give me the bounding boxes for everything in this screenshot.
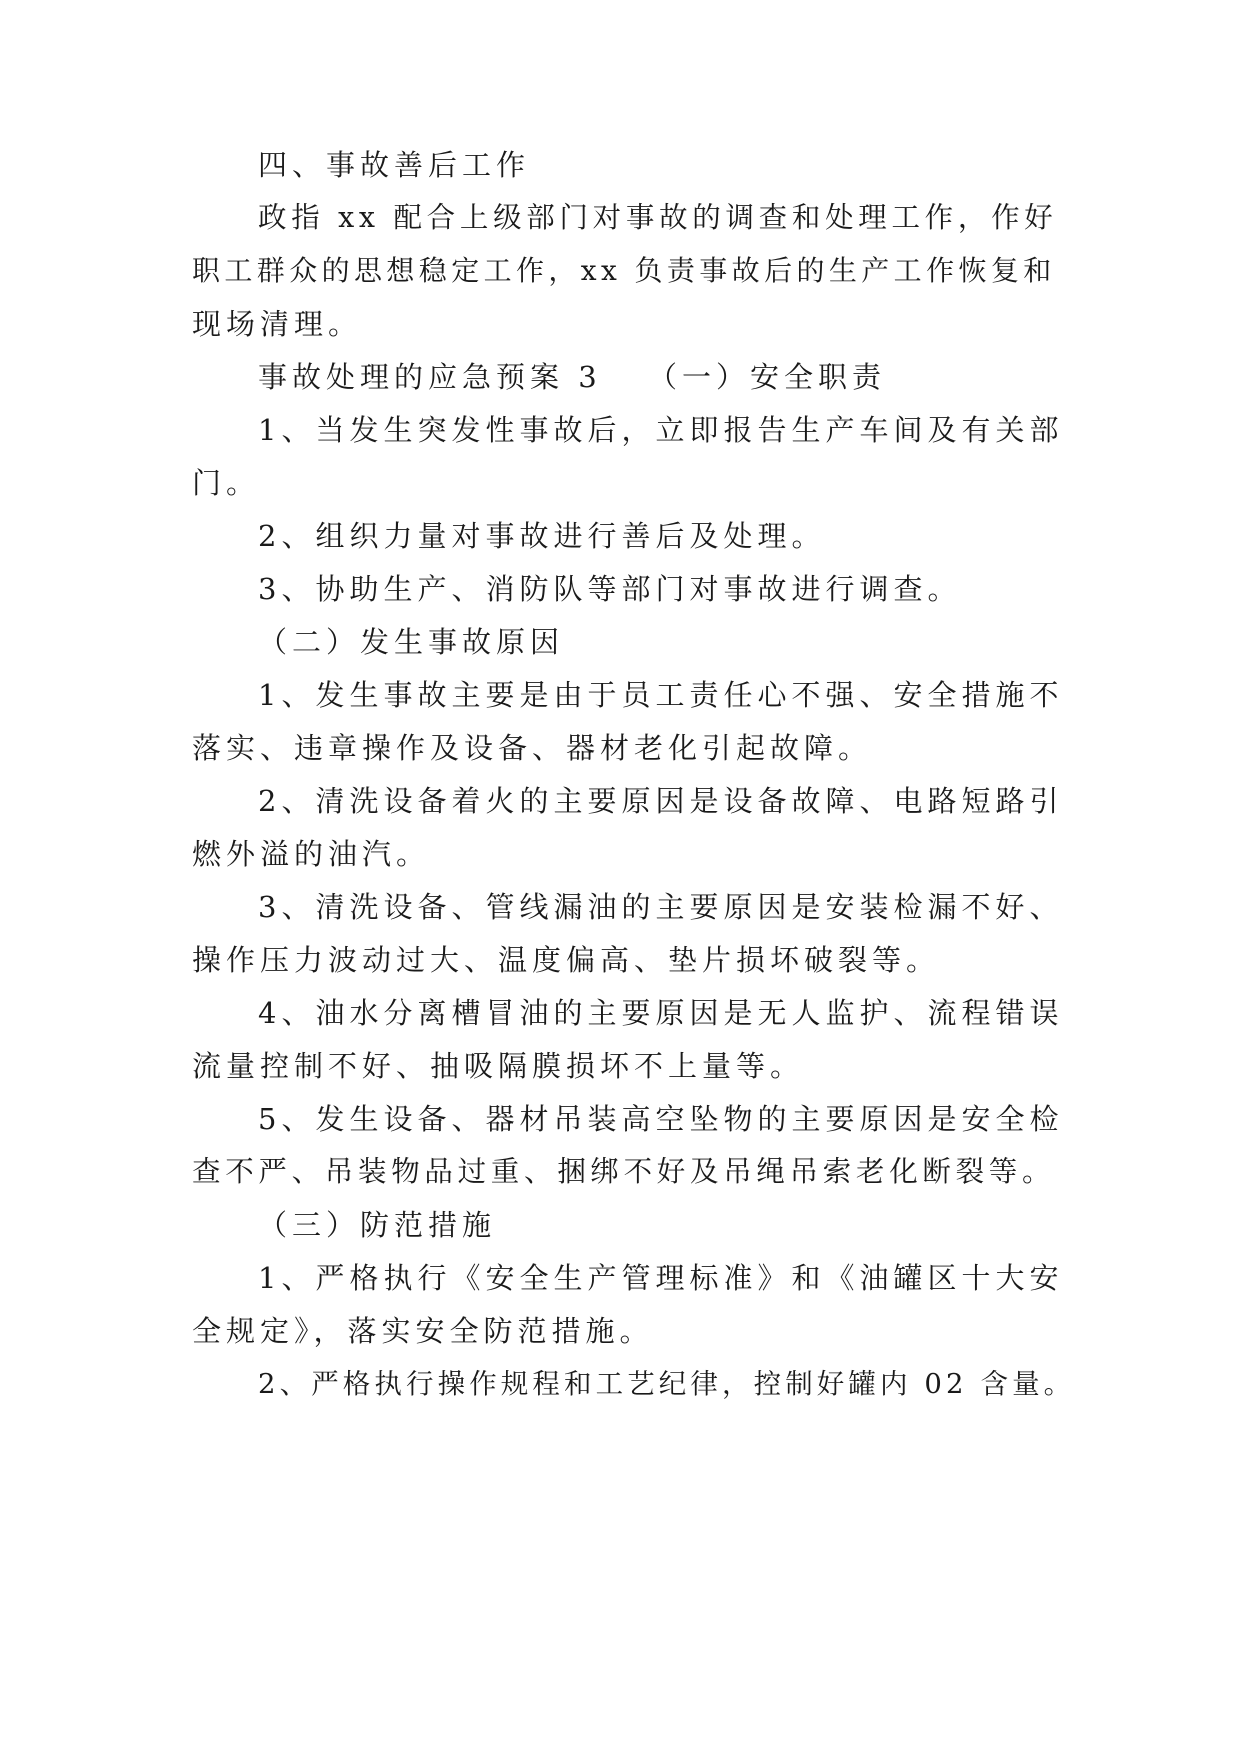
paragraph-line: 查不严、吊装物品过重、捆绑不好及吊绳吊索老化断裂等。 <box>192 1155 1056 1188</box>
paragraph-line: 操作压力波动过大、温度偏高、垫片损坏破裂等。 <box>192 943 941 977</box>
paragraph-line: 2、严格执行操作规程和工艺纪律，控制好罐内 02 含量。 <box>258 1368 1076 1400</box>
paragraph-line: 现场清理。 <box>192 307 363 341</box>
paragraph-line: 3、协助生产、消防队等部门对事故进行调查。 <box>258 572 962 606</box>
section-heading: （三）防范措施 <box>258 1208 497 1242</box>
plan-title: 事故处理的应急预案 3 <box>258 360 602 394</box>
section-heading: （一）安全职责 <box>648 360 887 394</box>
paragraph-line: 1、当发生突发性事故后，立即报告生产车间及有关部 <box>258 413 1064 447</box>
paragraph-line: 流量控制不好、抽吸隔膜损坏不上量等。 <box>192 1049 805 1083</box>
paragraph-line: 4、油水分离槽冒油的主要原因是无人监护、流程错误 <box>258 996 1064 1030</box>
paragraph-line: 3、清洗设备、管线漏油的主要原因是安装检漏不好、 <box>258 890 1064 924</box>
section-heading: （二）发生事故原因 <box>258 625 565 659</box>
paragraph-line: 2、组织力量对事故进行善后及处理。 <box>258 519 826 553</box>
paragraph-line: 1、发生事故主要是由于员工责任心不强、安全措施不 <box>258 678 1064 712</box>
paragraph-line: 落实、违章操作及设备、器材老化引起故障。 <box>192 731 873 765</box>
paragraph-line: 全规定》，落实安全防范措施。 <box>192 1314 654 1348</box>
paragraph-line: 1、严格执行《安全生产管理标准》和《油罐区十大安 <box>258 1261 1064 1295</box>
paragraph-line: 政指 xx 配合上级部门对事故的调查和处理工作，作好 <box>258 201 1058 234</box>
paragraph-line: 2、清洗设备着火的主要原因是设备故障、电路短路引 <box>258 784 1064 818</box>
paragraph-line: 5、发生设备、器材吊装高空坠物的主要原因是安全检 <box>258 1102 1064 1136</box>
paragraph-line: 职工群众的思想稳定工作，xx 负责事故后的生产工作恢复和 <box>192 254 1056 287</box>
paragraph-line: 燃外溢的油汽。 <box>192 837 431 871</box>
paragraph-line: 门。 <box>192 466 261 500</box>
section-heading: 四、事故善后工作 <box>258 148 531 182</box>
